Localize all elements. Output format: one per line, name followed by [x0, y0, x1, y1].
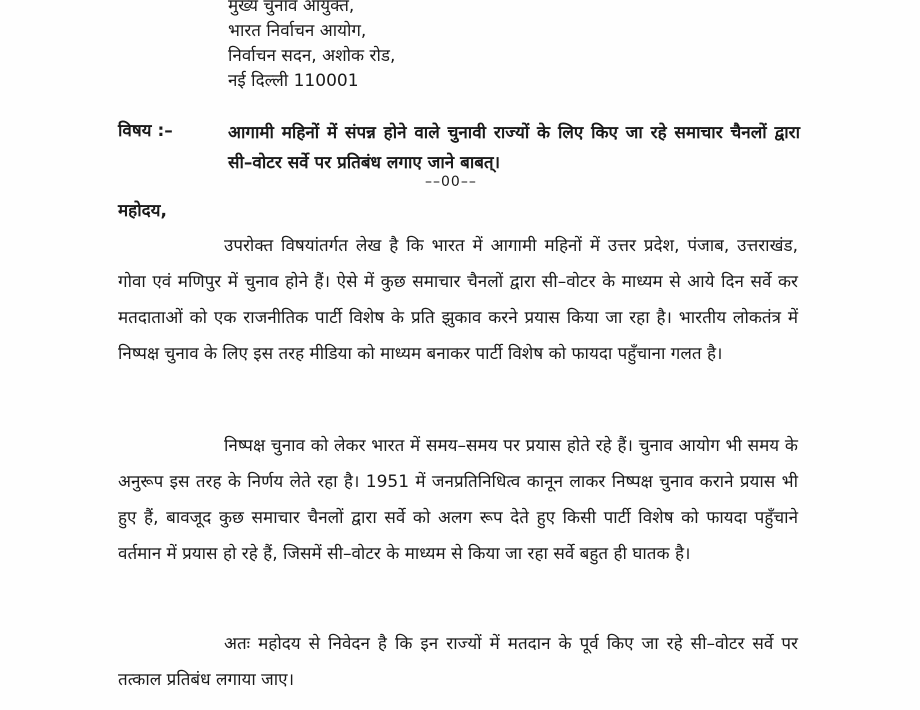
body-paragraph-2: निष्पक्ष चुनाव को लेकर भारत में समय–समय पर प्रयास होते रहे हैं। चुनाव आयोग भी समय के अनुरूप इस तरह के निर्णय लेते रहा है। 1951 में जनप्रतिनिधित्व कानून लाकर निष्पक्ष चुनाव कराने प्रयास भी हुए हैं, बावजूद कुछ समाचार चैनलों द्वारा सर्वे को अलग रूप देते हुए किसी पार्टी विशेष को फायदा पहुँचाने वर्तमान में प्रयास हो रहे हैं, जिसमें सी–वोटर के माध्यम से किया जा रहा सर्वे बहुत ही घातक है। — [118, 436, 798, 564]
address-line-4: नई दिल्ली 110001 — [228, 71, 359, 91]
address-line-2: भारत निर्वाचन आयोग, — [228, 21, 367, 41]
address-line-3: निर्वाचन सदन, अशोक रोड, — [228, 46, 396, 66]
subject-label: विषय :– — [118, 121, 173, 141]
salutation: महोदय, — [118, 201, 167, 221]
body-paragraph-3: अतः महोदय से निवेदन है कि इन राज्यों में मतदान के पूर्व किए जा रहे सी–वोटर सर्वे पर तत्काल प्रतिबंध लगाया जाए। — [118, 634, 798, 690]
address-line-1: मुख्य चुनाव आयुक्त, — [228, 0, 355, 16]
body-paragraph-1: उपरोक्त विषयांतर्गत लेख है कि भारत में आगामी महिनों में उत्तर प्रदेश, पंजाब, उत्तराखंड, गोवा एवं मणिपुर में चुनाव होने हैं। ऐसे में कुछ समाचार चैनलों द्वारा सी–वोटर के माध्यम से आये दिन सर्वे कर मतदाताओं को एक राजनीतिक पार्टी विशेष के प्रति झुकाव करने प्रयास किया जा रहा है। भारतीय लोकतंत्र में निष्पक्ष चुनाव के लिए इस तरह मीडिया को माध्यम बनाकर पार्टी विशेष को फायदा पहुँचाना गलत है। — [118, 236, 798, 364]
subject-text: आगामी महिनों में संपन्न होने वाले चुनावी राज्यों के लिए किए जा रहे समाचार चैनलों द्वारा सी–वोटर सर्वे पर प्रतिबंध लगाए जाने बाबत्। — [228, 123, 800, 173]
section-divider: ––00–– — [425, 174, 477, 190]
recipient-address — [228, 0, 395, 94]
